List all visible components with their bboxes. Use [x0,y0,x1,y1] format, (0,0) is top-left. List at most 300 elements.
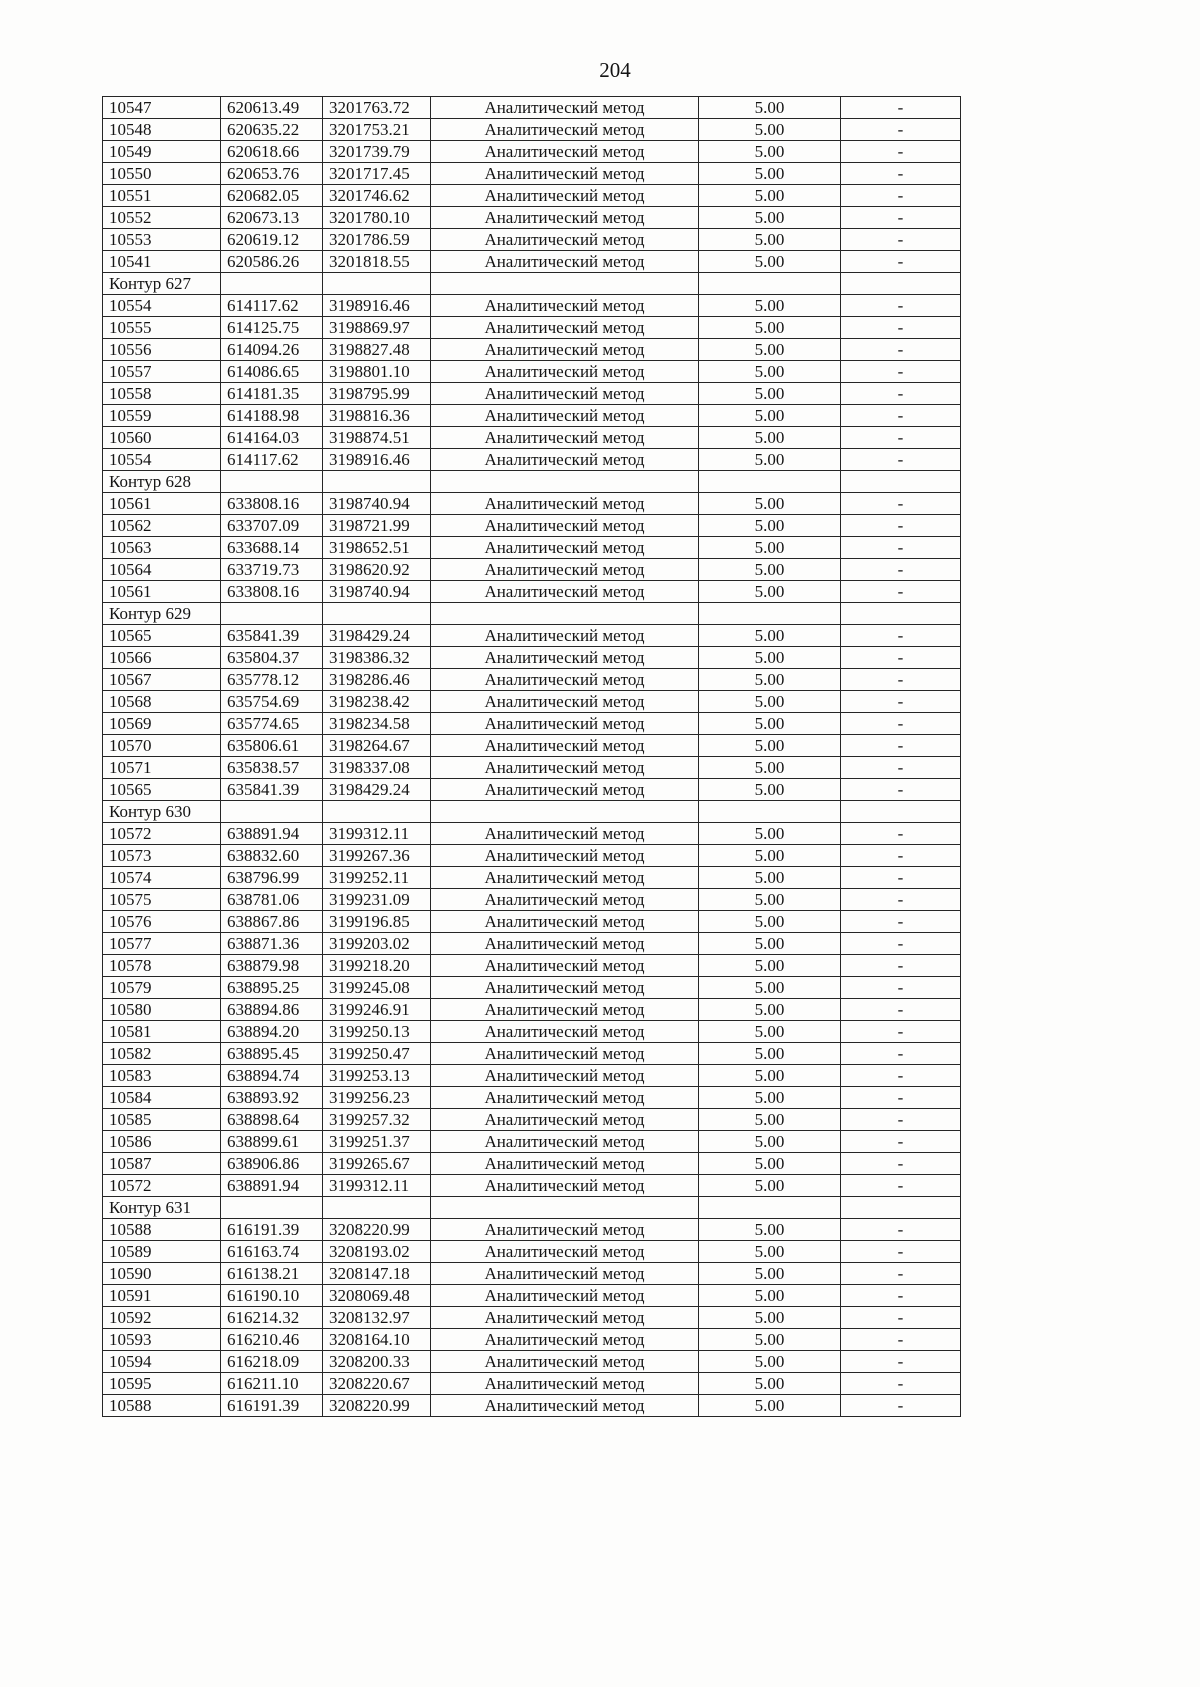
note-cell: - [841,691,961,713]
method-cell: Аналитический метод [431,713,699,735]
accuracy-cell: 5.00 [699,955,841,977]
method-cell: Аналитический метод [431,1219,699,1241]
method-cell: Аналитический метод [431,1043,699,1065]
accuracy-cell: 5.00 [699,317,841,339]
note-cell: - [841,1131,961,1153]
y-coordinate-cell: 3198620.92 [323,559,431,581]
table-row [103,1043,961,1065]
empty-cell [841,273,961,295]
method-cell: Аналитический метод [431,1109,699,1131]
table-body [103,97,961,1417]
empty-cell [841,603,961,625]
y-coordinate-cell: 3199250.47 [323,1043,431,1065]
table-row [103,823,961,845]
table-row [103,1065,961,1087]
accuracy-cell: 5.00 [699,97,841,119]
point-id-cell: 10580 [103,999,221,1021]
point-id-cell: 10576 [103,911,221,933]
y-coordinate-cell: 3198238.42 [323,691,431,713]
y-coordinate-cell: 3199312.11 [323,1175,431,1197]
note-cell: - [841,537,961,559]
table-row [103,229,961,251]
table-row [103,581,961,603]
note-cell: - [841,383,961,405]
method-cell: Аналитический метод [431,933,699,955]
point-id-cell: 10547 [103,97,221,119]
point-id-cell: 10563 [103,537,221,559]
x-coordinate-cell: 635838.57 [221,757,323,779]
point-id-cell: 10593 [103,1329,221,1351]
accuracy-cell: 5.00 [699,1351,841,1373]
y-coordinate-cell: 3198874.51 [323,427,431,449]
note-cell: - [841,163,961,185]
point-id-cell: 10569 [103,713,221,735]
method-cell: Аналитический метод [431,1153,699,1175]
y-coordinate-cell: 3201753.21 [323,119,431,141]
method-cell: Аналитический метод [431,889,699,911]
point-id-cell: 10561 [103,493,221,515]
y-coordinate-cell: 3201746.62 [323,185,431,207]
point-id-cell: 10595 [103,1373,221,1395]
accuracy-cell: 5.00 [699,185,841,207]
contour-label: Контур 629 [103,603,221,625]
y-coordinate-cell: 3198721.99 [323,515,431,537]
accuracy-cell: 5.00 [699,405,841,427]
table-row [103,1021,961,1043]
x-coordinate-cell: 635841.39 [221,779,323,801]
table-row [103,405,961,427]
x-coordinate-cell: 614181.35 [221,383,323,405]
note-cell: - [841,581,961,603]
point-id-cell: 10581 [103,1021,221,1043]
table-row [103,735,961,757]
point-id-cell: 10586 [103,1131,221,1153]
note-cell: - [841,845,961,867]
table-row [103,207,961,229]
note-cell: - [841,823,961,845]
note-cell: - [841,141,961,163]
empty-cell [221,801,323,823]
y-coordinate-cell: 3198869.97 [323,317,431,339]
accuracy-cell: 5.00 [699,933,841,955]
note-cell: - [841,1109,961,1131]
point-id-cell: 10566 [103,647,221,669]
accuracy-cell: 5.00 [699,559,841,581]
table-row [103,1131,961,1153]
contour-header-row [103,273,961,295]
y-coordinate-cell: 3198916.46 [323,295,431,317]
x-coordinate-cell: 620613.49 [221,97,323,119]
empty-cell [323,603,431,625]
table-row [103,1153,961,1175]
method-cell: Аналитический метод [431,405,699,427]
contour-label: Контур 631 [103,1197,221,1219]
y-coordinate-cell: 3199265.67 [323,1153,431,1175]
table-row [103,317,961,339]
method-cell: Аналитический метод [431,449,699,471]
x-coordinate-cell: 638891.94 [221,823,323,845]
method-cell: Аналитический метод [431,999,699,1021]
accuracy-cell: 5.00 [699,537,841,559]
method-cell: Аналитический метод [431,229,699,251]
accuracy-cell: 5.00 [699,1175,841,1197]
accuracy-cell: 5.00 [699,1109,841,1131]
method-cell: Аналитический метод [431,1329,699,1351]
x-coordinate-cell: 633719.73 [221,559,323,581]
table-row [103,691,961,713]
table-row [103,537,961,559]
y-coordinate-cell: 3199245.08 [323,977,431,999]
accuracy-cell: 5.00 [699,845,841,867]
accuracy-cell: 5.00 [699,581,841,603]
note-cell: - [841,867,961,889]
y-coordinate-cell: 3198234.58 [323,713,431,735]
point-id-cell: 10550 [103,163,221,185]
accuracy-cell: 5.00 [699,163,841,185]
point-id-cell: 10549 [103,141,221,163]
empty-cell [431,603,699,625]
method-cell: Аналитический метод [431,1175,699,1197]
y-coordinate-cell: 3198652.51 [323,537,431,559]
table-row [103,515,961,537]
point-id-cell: 10553 [103,229,221,251]
point-id-cell: 10564 [103,559,221,581]
table-row [103,1263,961,1285]
x-coordinate-cell: 616210.46 [221,1329,323,1351]
x-coordinate-cell: 635804.37 [221,647,323,669]
accuracy-cell: 5.00 [699,977,841,999]
x-coordinate-cell: 638895.25 [221,977,323,999]
point-id-cell: 10551 [103,185,221,207]
method-cell: Аналитический метод [431,581,699,603]
note-cell: - [841,999,961,1021]
table-row [103,625,961,647]
method-cell: Аналитический метод [431,1241,699,1263]
contour-header-row [103,1197,961,1219]
point-id-cell: 10573 [103,845,221,867]
method-cell: Аналитический метод [431,1263,699,1285]
note-cell: - [841,735,961,757]
method-cell: Аналитический метод [431,1065,699,1087]
point-id-cell: 10559 [103,405,221,427]
accuracy-cell: 5.00 [699,757,841,779]
accuracy-cell: 5.00 [699,867,841,889]
y-coordinate-cell: 3201739.79 [323,141,431,163]
point-id-cell: 10594 [103,1351,221,1373]
x-coordinate-cell: 616191.39 [221,1219,323,1241]
method-cell: Аналитический метод [431,955,699,977]
table-row [103,933,961,955]
x-coordinate-cell: 614117.62 [221,449,323,471]
method-cell: Аналитический метод [431,427,699,449]
x-coordinate-cell: 616190.10 [221,1285,323,1307]
note-cell: - [841,493,961,515]
x-coordinate-cell: 620635.22 [221,119,323,141]
method-cell: Аналитический метод [431,1351,699,1373]
method-cell: Аналитический метод [431,669,699,691]
method-cell: Аналитический метод [431,977,699,999]
coordinates-table [102,96,961,1417]
y-coordinate-cell: 3198827.48 [323,339,431,361]
table-row [103,977,961,999]
y-coordinate-cell: 3198386.32 [323,647,431,669]
table-row [103,911,961,933]
point-id-cell: 10567 [103,669,221,691]
y-coordinate-cell: 3199256.23 [323,1087,431,1109]
y-coordinate-cell: 3198916.46 [323,449,431,471]
point-id-cell: 10568 [103,691,221,713]
x-coordinate-cell: 638894.74 [221,1065,323,1087]
y-coordinate-cell: 3198816.36 [323,405,431,427]
contour-label: Контур 627 [103,273,221,295]
x-coordinate-cell: 614086.65 [221,361,323,383]
y-coordinate-cell: 3199203.02 [323,933,431,955]
table-row [103,383,961,405]
note-cell: - [841,251,961,273]
table-row [103,955,961,977]
empty-cell [431,1197,699,1219]
method-cell: Аналитический метод [431,1373,699,1395]
contour-header-row [103,471,961,493]
y-coordinate-cell: 3198740.94 [323,581,431,603]
method-cell: Аналитический метод [431,515,699,537]
accuracy-cell: 5.00 [699,207,841,229]
x-coordinate-cell: 614125.75 [221,317,323,339]
point-id-cell: 10571 [103,757,221,779]
y-coordinate-cell: 3208220.99 [323,1395,431,1417]
x-coordinate-cell: 616138.21 [221,1263,323,1285]
accuracy-cell: 5.00 [699,1329,841,1351]
accuracy-cell: 5.00 [699,427,841,449]
y-coordinate-cell: 3198337.08 [323,757,431,779]
note-cell: - [841,955,961,977]
note-cell: - [841,1021,961,1043]
point-id-cell: 10562 [103,515,221,537]
y-coordinate-cell: 3199312.11 [323,823,431,845]
accuracy-cell: 5.00 [699,999,841,1021]
table-row [103,889,961,911]
point-id-cell: 10548 [103,119,221,141]
accuracy-cell: 5.00 [699,1241,841,1263]
x-coordinate-cell: 616163.74 [221,1241,323,1263]
point-id-cell: 10591 [103,1285,221,1307]
note-cell: - [841,559,961,581]
empty-cell [431,471,699,493]
method-cell: Аналитический метод [431,339,699,361]
point-id-cell: 10587 [103,1153,221,1175]
contour-header-row [103,603,961,625]
method-cell: Аналитический метод [431,691,699,713]
method-cell: Аналитический метод [431,867,699,889]
table-row [103,1329,961,1351]
empty-cell [323,801,431,823]
accuracy-cell: 5.00 [699,251,841,273]
accuracy-cell: 5.00 [699,1087,841,1109]
point-id-cell: 10574 [103,867,221,889]
y-coordinate-cell: 3198740.94 [323,493,431,515]
empty-cell [221,603,323,625]
table-row [103,493,961,515]
point-id-cell: 10579 [103,977,221,999]
note-cell: - [841,625,961,647]
point-id-cell: 10589 [103,1241,221,1263]
note-cell: - [841,977,961,999]
accuracy-cell: 5.00 [699,735,841,757]
accuracy-cell: 5.00 [699,295,841,317]
accuracy-cell: 5.00 [699,449,841,471]
accuracy-cell: 5.00 [699,1065,841,1087]
accuracy-cell: 5.00 [699,1285,841,1307]
point-id-cell: 10572 [103,823,221,845]
x-coordinate-cell: 638894.86 [221,999,323,1021]
contour-header-row [103,801,961,823]
x-coordinate-cell: 638891.94 [221,1175,323,1197]
page-number: 204 [599,58,631,82]
note-cell: - [841,779,961,801]
accuracy-cell: 5.00 [699,1021,841,1043]
table-row [103,559,961,581]
note-cell: - [841,97,961,119]
accuracy-cell: 5.00 [699,669,841,691]
y-coordinate-cell: 3198429.24 [323,779,431,801]
y-coordinate-cell: 3208147.18 [323,1263,431,1285]
point-id-cell: 10575 [103,889,221,911]
table-row [103,1373,961,1395]
y-coordinate-cell: 3199257.32 [323,1109,431,1131]
method-cell: Аналитический метод [431,735,699,757]
point-id-cell: 10578 [103,955,221,977]
x-coordinate-cell: 614117.62 [221,295,323,317]
point-id-cell: 10541 [103,251,221,273]
x-coordinate-cell: 635806.61 [221,735,323,757]
table-row [103,669,961,691]
method-cell: Аналитический метод [431,119,699,141]
table-row [103,1175,961,1197]
x-coordinate-cell: 638895.45 [221,1043,323,1065]
note-cell: - [841,295,961,317]
accuracy-cell: 5.00 [699,141,841,163]
y-coordinate-cell: 3208132.97 [323,1307,431,1329]
method-cell: Аналитический метод [431,295,699,317]
x-coordinate-cell: 638796.99 [221,867,323,889]
note-cell: - [841,1351,961,1373]
x-coordinate-cell: 638781.06 [221,889,323,911]
note-cell: - [841,1395,961,1417]
note-cell: - [841,911,961,933]
point-id-cell: 10582 [103,1043,221,1065]
empty-cell [221,471,323,493]
point-id-cell: 10556 [103,339,221,361]
x-coordinate-cell: 620618.66 [221,141,323,163]
accuracy-cell: 5.00 [699,361,841,383]
empty-cell [699,471,841,493]
accuracy-cell: 5.00 [699,229,841,251]
empty-cell [221,1197,323,1219]
table-row [103,779,961,801]
note-cell: - [841,1153,961,1175]
x-coordinate-cell: 614188.98 [221,405,323,427]
note-cell: - [841,1219,961,1241]
table-row [103,361,961,383]
y-coordinate-cell: 3198801.10 [323,361,431,383]
x-coordinate-cell: 635778.12 [221,669,323,691]
empty-cell [221,273,323,295]
method-cell: Аналитический метод [431,163,699,185]
note-cell: - [841,317,961,339]
x-coordinate-cell: 620619.12 [221,229,323,251]
y-coordinate-cell: 3208193.02 [323,1241,431,1263]
note-cell: - [841,119,961,141]
x-coordinate-cell: 638906.86 [221,1153,323,1175]
note-cell: - [841,669,961,691]
empty-cell [699,1197,841,1219]
y-coordinate-cell: 3201717.45 [323,163,431,185]
method-cell: Аналитический метод [431,647,699,669]
y-coordinate-cell: 3208069.48 [323,1285,431,1307]
note-cell: - [841,1043,961,1065]
note-cell: - [841,449,961,471]
table-row [103,713,961,735]
accuracy-cell: 5.00 [699,339,841,361]
y-coordinate-cell: 3199253.13 [323,1065,431,1087]
accuracy-cell: 5.00 [699,1219,841,1241]
point-id-cell: 10570 [103,735,221,757]
accuracy-cell: 5.00 [699,911,841,933]
point-id-cell: 10554 [103,295,221,317]
method-cell: Аналитический метод [431,317,699,339]
method-cell: Аналитический метод [431,251,699,273]
table-row [103,845,961,867]
accuracy-cell: 5.00 [699,1373,841,1395]
y-coordinate-cell: 3201780.10 [323,207,431,229]
method-cell: Аналитический метод [431,757,699,779]
table-row [103,339,961,361]
method-cell: Аналитический метод [431,361,699,383]
y-coordinate-cell: 3199196.85 [323,911,431,933]
accuracy-cell: 5.00 [699,1043,841,1065]
table-row [103,1395,961,1417]
method-cell: Аналитический метод [431,625,699,647]
x-coordinate-cell: 616218.09 [221,1351,323,1373]
x-coordinate-cell: 620682.05 [221,185,323,207]
note-cell: - [841,1329,961,1351]
table-row [103,1219,961,1241]
method-cell: Аналитический метод [431,1087,699,1109]
point-id-cell: 10565 [103,625,221,647]
table-row [103,295,961,317]
method-cell: Аналитический метод [431,185,699,207]
note-cell: - [841,713,961,735]
empty-cell [841,801,961,823]
note-cell: - [841,361,961,383]
x-coordinate-cell: 633707.09 [221,515,323,537]
accuracy-cell: 5.00 [699,493,841,515]
y-coordinate-cell: 3198429.24 [323,625,431,647]
x-coordinate-cell: 614164.03 [221,427,323,449]
table-row [103,1109,961,1131]
x-coordinate-cell: 620653.76 [221,163,323,185]
method-cell: Аналитический метод [431,383,699,405]
method-cell: Аналитический метод [431,1395,699,1417]
y-coordinate-cell: 3208220.67 [323,1373,431,1395]
contour-label: Контур 628 [103,471,221,493]
method-cell: Аналитический метод [431,911,699,933]
x-coordinate-cell: 638898.64 [221,1109,323,1131]
note-cell: - [841,515,961,537]
table-row [103,1087,961,1109]
point-id-cell: 10583 [103,1065,221,1087]
accuracy-cell: 5.00 [699,1153,841,1175]
